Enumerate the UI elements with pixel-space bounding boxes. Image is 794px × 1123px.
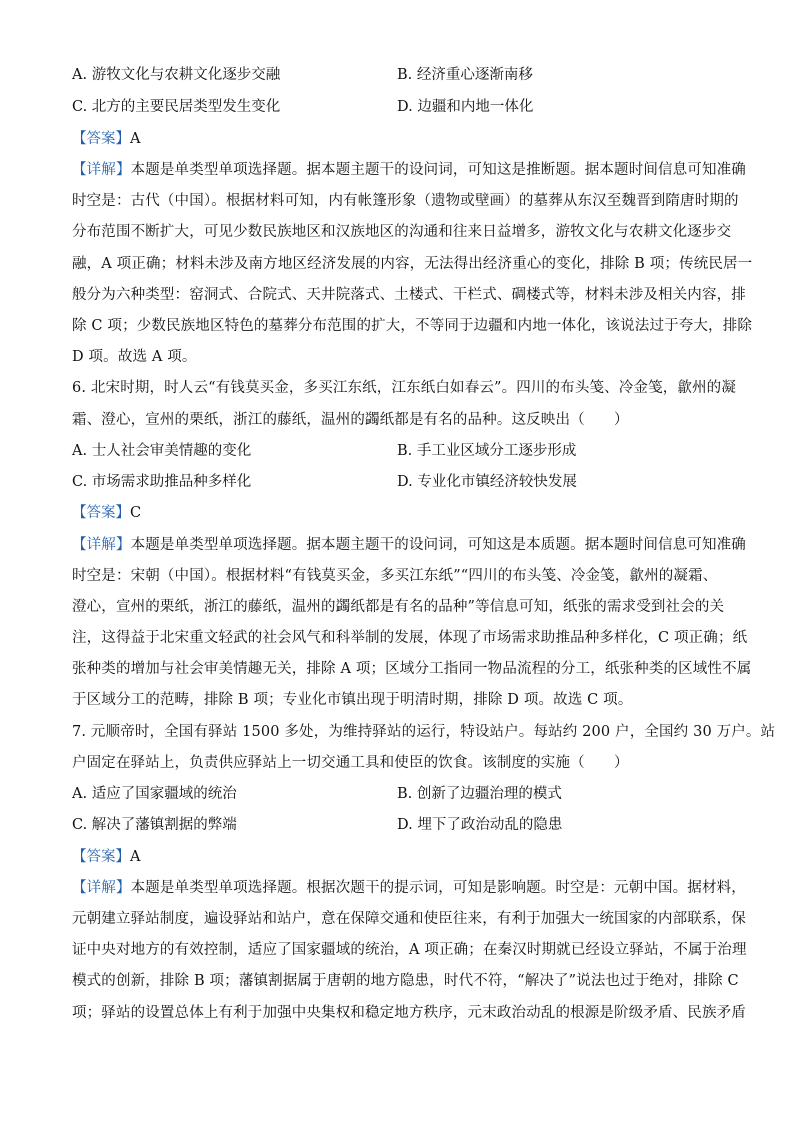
q6-detail-line: 澄心，宣州的栗纸，浙江的藤纸，温州的蠲纸都是有名的品种”等信息可知，纸张的需求受到社会的关: [72, 599, 725, 615]
q7-detail-line: 模式的创新，排除 B 项；藩镇割据属于唐朝的地方隐患，时代不符，“解决了”说法也过于绝对，排除 C: [72, 973, 739, 989]
q6-detail-line: [72, 535, 746, 555]
q6-stem-line: 6. 北宋时期，时人云“有钱莫买金，多买江东纸，江东纸白如春云”。四川的布头笺、冷金笺，歙州的凝: [72, 380, 736, 396]
q7-detail-text: 本题是单类型单项选择题。根据次题干的提示词，可知是影响题。时空是：元朝中国。据材料，: [130, 880, 746, 896]
q7-stem-line: 7. 元顺帝时，全国有驿站 1500 多处，为维持驿站的运行，特设站户。每站约 200 户，全国约 30 万户。站: [72, 724, 776, 740]
q5-answer-value: A: [130, 131, 141, 147]
q7-answer-value: A: [130, 849, 141, 865]
q6-stem-line: 霜、澄心，宣州的栗纸，浙江的藤纸，温州的蠲纸都是有名的品种。这反映出（ ）: [72, 412, 629, 428]
q5-detail-label: 【详解】: [72, 162, 131, 178]
q6-answer-label: 【答案】: [72, 505, 130, 521]
q7-option-a: A. 适应了国家疆域的统治: [72, 786, 237, 802]
q7-detail-line: 元朝建立驿站制度，遍设驿站和站户，意在保障交通和使臣往来，有利于加强大一统国家的内部联系，保: [72, 911, 746, 927]
q6-answer: [72, 503, 141, 523]
q5-detail-line: 时空是：古代（中国）。根据材料可知，内有帐篷形象（遗物或壁画）的墓葬从东汉至魏晋到隋唐时期的: [72, 193, 739, 209]
q7-answer: [72, 847, 140, 867]
q5-option-d: D. 边疆和内地一体化: [397, 99, 534, 115]
q6-detail-label: 【详解】: [72, 537, 131, 553]
q6-option-a: A. 士人社会审美情趣的变化: [72, 443, 252, 459]
q7-detail-line: [72, 878, 746, 898]
q6-detail-line: 张种类的增加与社会审美情趣无关，排除 A 项；区域分工指同一物品流程的分工，纸张种类的区域性不属: [72, 661, 752, 677]
q5-detail-line: [72, 160, 746, 180]
q5-detail-line: 般分为六种类型：窑洞式、合院式、天井院落式、土楼式、干栏式、碉楼式等，材料未涉及相关内容，排: [72, 287, 746, 303]
q7-stem-line: 户固定在驿站上，负责供应驿站上一切交通工具和使臣的饮食。该制度的实施（ ）: [72, 755, 629, 771]
q6-answer-value: C: [130, 505, 142, 521]
q5-detail-text: 本题是单类型单项选择题。据本题主题干的设问词，可知这是推断题。据本题时间信息可知准确: [130, 162, 746, 178]
q7-option-d: D. 埋下了政治动乱的隐患: [397, 817, 563, 833]
q6-option-d: D. 专业化市镇经济较快发展: [397, 474, 577, 490]
q5-option-b: B. 经济重心逐渐南移: [397, 67, 533, 83]
q5-option-a: A. 游牧文化与农耕文化逐步交融: [72, 67, 281, 83]
q6-detail-text: 本题是单类型单项选择题。据本题主题干的设问词，可知这是本质题。据本题时间信息可知准确: [130, 537, 746, 553]
q6-detail-line: 时空是：宋朝（中国）。根据材料“有钱莫买金，多买江东纸”“四川的布头笺、冷金笺，歙州的凝霜、: [72, 568, 718, 584]
q6-option-b: B. 手工业区域分工逐步形成: [397, 443, 577, 459]
q6-option-c: C. 市场需求助推品种多样化: [72, 474, 252, 490]
q5-detail-line: D 项。故选 A 项。: [72, 349, 197, 365]
q6-detail-line: 于区域分工的范畴，排除 B 项；专业化市镇出现于明清时期，排除 D 项。故选 C 项。: [72, 692, 633, 708]
q5-option-c: C. 北方的主要民居类型发生变化: [72, 99, 281, 115]
q5-answer: [72, 129, 140, 149]
q7-option-c: C. 解决了藩镇割据的弊端: [72, 817, 237, 833]
q5-detail-line: 分布范围不断扩大，可见少数民族地区和汉族地区的沟通和往来日益增多，游牧文化与农耕文化逐步交: [72, 224, 732, 240]
q7-detail-line: 项；驿站的设置总体上有利于加强中央集权和稳定地方秩序，元末政治动乱的根源是阶级矛盾、民族矛盾: [72, 1005, 746, 1021]
q7-answer-label: 【答案】: [72, 849, 130, 865]
q7-detail-line: 证中央对地方的有效控制，适应了国家疆域的统治，A 项正确；在秦汉时期就已经设立驿站，不属于治理: [72, 942, 747, 958]
q5-answer-label: 【答案】: [72, 131, 130, 147]
q5-detail-line: 除 C 项；少数民族地区特色的墓葬分布范围的扩大，不等同于边疆和内地一体化，该说法过于夸大，排除: [72, 318, 753, 334]
q7-option-b: B. 创新了边疆治理的模式: [397, 786, 562, 802]
q7-detail-label: 【详解】: [72, 880, 131, 896]
q6-detail-line: 注，这得益于北宋重文轻武的社会风气和科举制的发展，体现了市场需求助推品种多样化，C 项正确；纸: [72, 630, 748, 646]
q5-detail-line: 融，A 项正确；材料未涉及南方地区经济发展的内容，无法得出经济重心的变化，排除 B 项；传统民居一: [72, 256, 753, 272]
